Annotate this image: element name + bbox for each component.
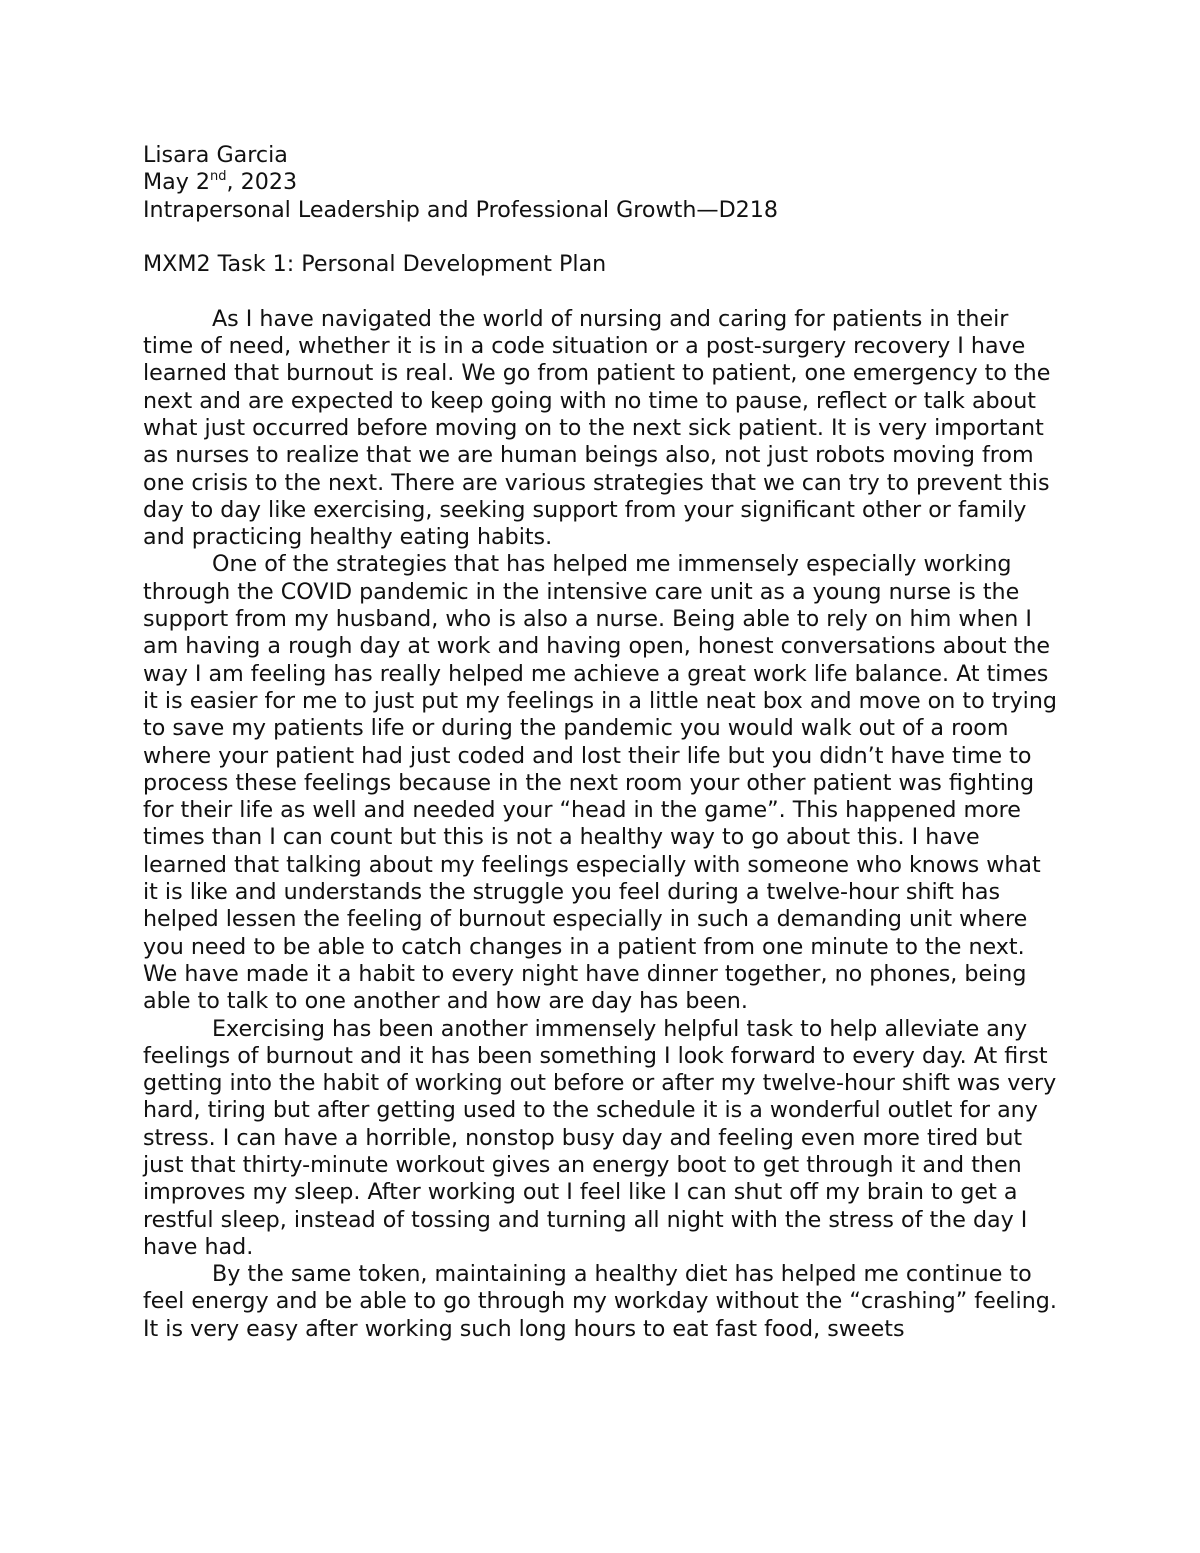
author-name: Lisara Garcia xyxy=(143,142,288,168)
document-title: MXM2 Task 1: Personal Development Plan xyxy=(143,251,607,278)
date-ordinal-suffix: nd xyxy=(210,169,227,185)
date-month-day: May 2 xyxy=(143,169,211,196)
blank-line xyxy=(143,278,1061,305)
body-paragraph-1: As I have navigated the world of nursing and caring for patients in their time of need, whether it is in a code situation or a post-surgery recovery I have learned that burnout is real. We go from patient to patient, one emergency to the next and are expected to keep going with no time to pause, reflect or talk about what just occurred before moving on to the next sick patient. It is very important as nurses to realize that we are human beings also, not just robots moving from one crisis to the next. There are various strategies that we can try to prevent this day to day like exercising, seeking support from your significant other or family and practicing healthy eating habits. xyxy=(143,305,1051,551)
document-body xyxy=(143,306,1061,1343)
body-paragraph-3: Exercising has been another immensely helpful task to help alleviate any feelings of burnout and it has been something I look forward to every day. At first getting into the habit of working out before or after my twelve-hour shift was very hard, tiring but after getting used to the schedule it is a wonderful outlet for any stress. I can have a horrible, nonstop busy day and feeling even more tired but just that thirty-minute workout gives an energy boot to get through it and then improves my sleep. After working out I feel like I can shut off my brain to get a restful sleep, instead of tossing and turning all night with the stress of the day I have had. xyxy=(143,1015,1057,1260)
body-paragraph-4: By the same token, maintaining a healthy diet has helped me continue to feel energy and be able to go through my workday without the “crashing” feeling. It is very easy after working such long hours to eat fast food, sweets xyxy=(143,1261,1057,1342)
date-year: , 2023 xyxy=(226,169,298,196)
course-name: Intrapersonal Leadership and Professional Growth—D218 xyxy=(143,196,779,223)
blank-line xyxy=(143,224,1061,251)
body-paragraph-2: One of the strategies that has helped me immensely especially working through the COVID pandemic in the intensive care unit as a young nurse is the support from my husband, who is also a nurse. Being able to rely on him when I am having a rough day at work and having open, honest conversations about the way I am feeling has really helped me achieve a great work life balance. At times it is easier for me to just put my feelings in a little neat box and move on to trying to save my patients life or during the pandemic you would walk out of a room where your patient had just coded and lost their life but you didn’t have time to process these feelings because in the next room your other patient was fighting for their life as well and needed your “head in the game”. This happened more times than I can count but this is not a healthy way to go about this. I have learned that talking about my feelings especially with someone who knows what it is like and understands the struggle you feel during a twelve-hour shift has helped lessen the feeling of burnout especially in such a demanding unit where you need to be able to catch changes in a patient from one minute to the next. We have made it a habit to every night have dinner together, no phones, being able to talk to one another and how are day has been. xyxy=(143,551,1057,1015)
document-page xyxy=(143,142,1061,1343)
document-date xyxy=(143,169,1061,196)
